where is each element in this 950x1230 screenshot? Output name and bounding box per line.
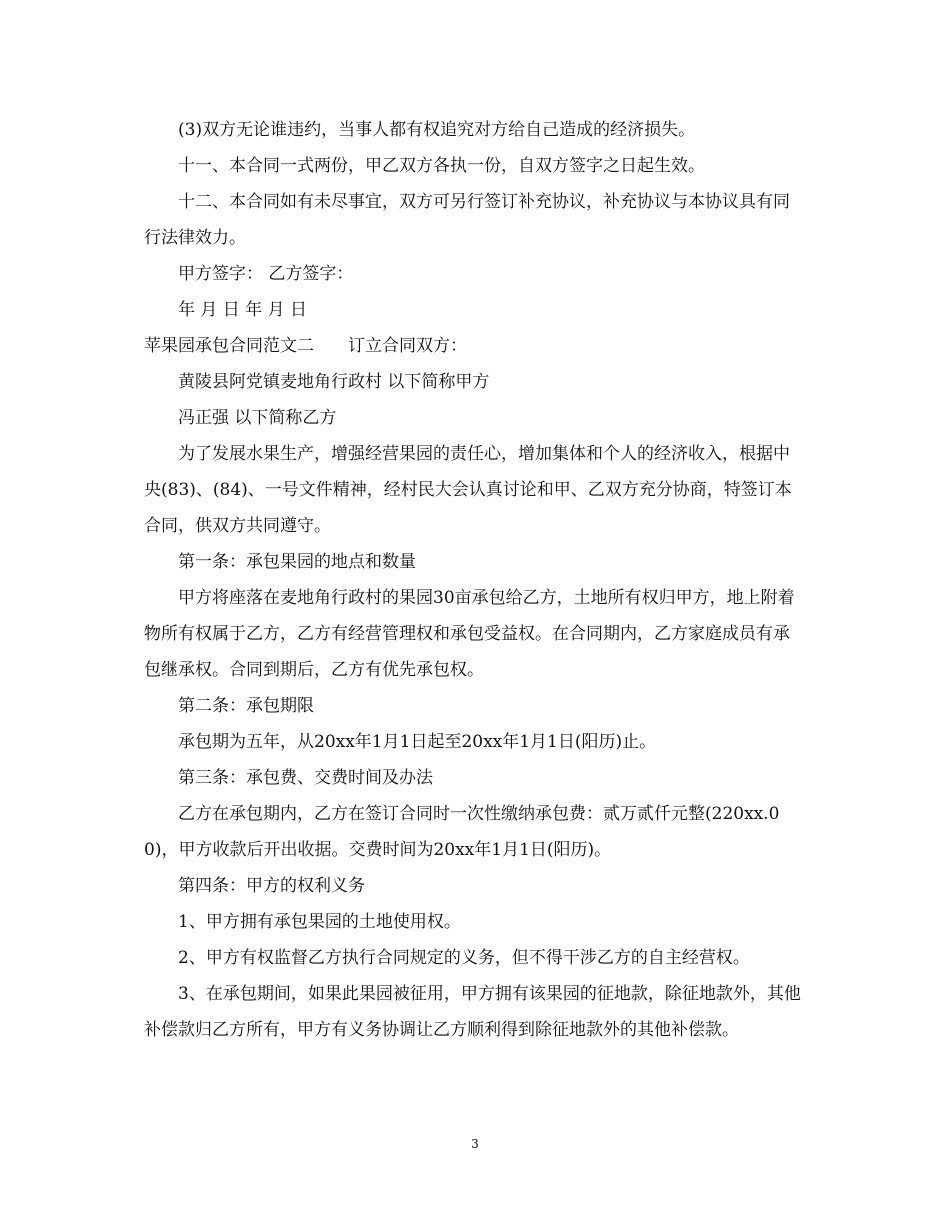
signature-line: 甲方签字： 乙方签字： [178, 264, 354, 284]
article-two-body: 承包期为五年，从20xx年1月1日起至20xx年1月1日(阳历)止。 [178, 732, 657, 752]
article-one-heading: 第一条：承包果园的地点和数量 [178, 552, 416, 572]
article-four-item-1: 1、甲方拥有承包果园的土地使用权。 [178, 912, 461, 932]
date-line: 年 月 日 年 月 日 [178, 300, 308, 320]
article-four-item-3: 3、在承包期间，如果此果园被征用，甲方拥有该果园的征地款，除征地款外，其他补偿款归乙方所有，甲方有义务协调让乙方顺利得到除征地款外的其他补偿款。 [144, 984, 801, 1040]
section-heading-line [144, 328, 806, 364]
preamble: 为了发展水果生产，增强经营果园的责任心，增加集体和个人的经济收入，根据中央(83)、(84)、一号文件精神，经村民大会认真讨论和甲、乙双方充分协商，特签订本合同，供双方共同遵守。 [144, 444, 792, 536]
party-b: 冯正强 以下简称乙方 [178, 408, 337, 428]
article-one-body: 甲方将座落在麦地角行政村的果园30亩承包给乙方，土地所有权归甲方，地上附着物所有权属于乙方，乙方有经营管理权和承包受益权。在合同期内，乙方家庭成员有承包继承权。合同到期后，乙方有优先承包权。 [144, 588, 795, 680]
article-two-heading: 第二条：承包期限 [178, 696, 314, 716]
parties-label: 订立合同双方： [348, 336, 467, 356]
clause-eleven: 十一、本合同一式两份，甲乙双方各执一份，自双方签字之日起生效。 [178, 156, 705, 176]
clause-twelve: 十二、本合同如有未尽事宜，双方可另行签订补充协议，补充协议与本协议具有同行法律效力。 [144, 192, 790, 248]
article-three-heading: 第三条：承包费、交费时间及办法 [178, 768, 433, 788]
article-three-body: 乙方在承包期内，乙方在签订合同时一次性缴纳承包费：贰万贰仟元整(220xx.00)，甲方收款后开出收据。交费时间为20xx年1月1日(阳历)。 [144, 804, 780, 860]
article-four-item-2: 2、甲方有权监督乙方执行合同规定的义务，但不得干涉乙方的自主经营权。 [178, 948, 750, 968]
clause-breach-loss: (3)双方无论谁违约，当事人都有权追究对方给自己造成的经济损失。 [178, 120, 696, 140]
document-body [144, 112, 806, 1048]
article-four-heading: 第四条：甲方的权利义务 [178, 876, 365, 896]
page-number: 3 [471, 1137, 479, 1151]
party-a: 黄陵县阿党镇麦地角行政村 以下简称甲方 [178, 372, 490, 392]
section-title: 苹果园承包合同范文二 [144, 336, 314, 356]
